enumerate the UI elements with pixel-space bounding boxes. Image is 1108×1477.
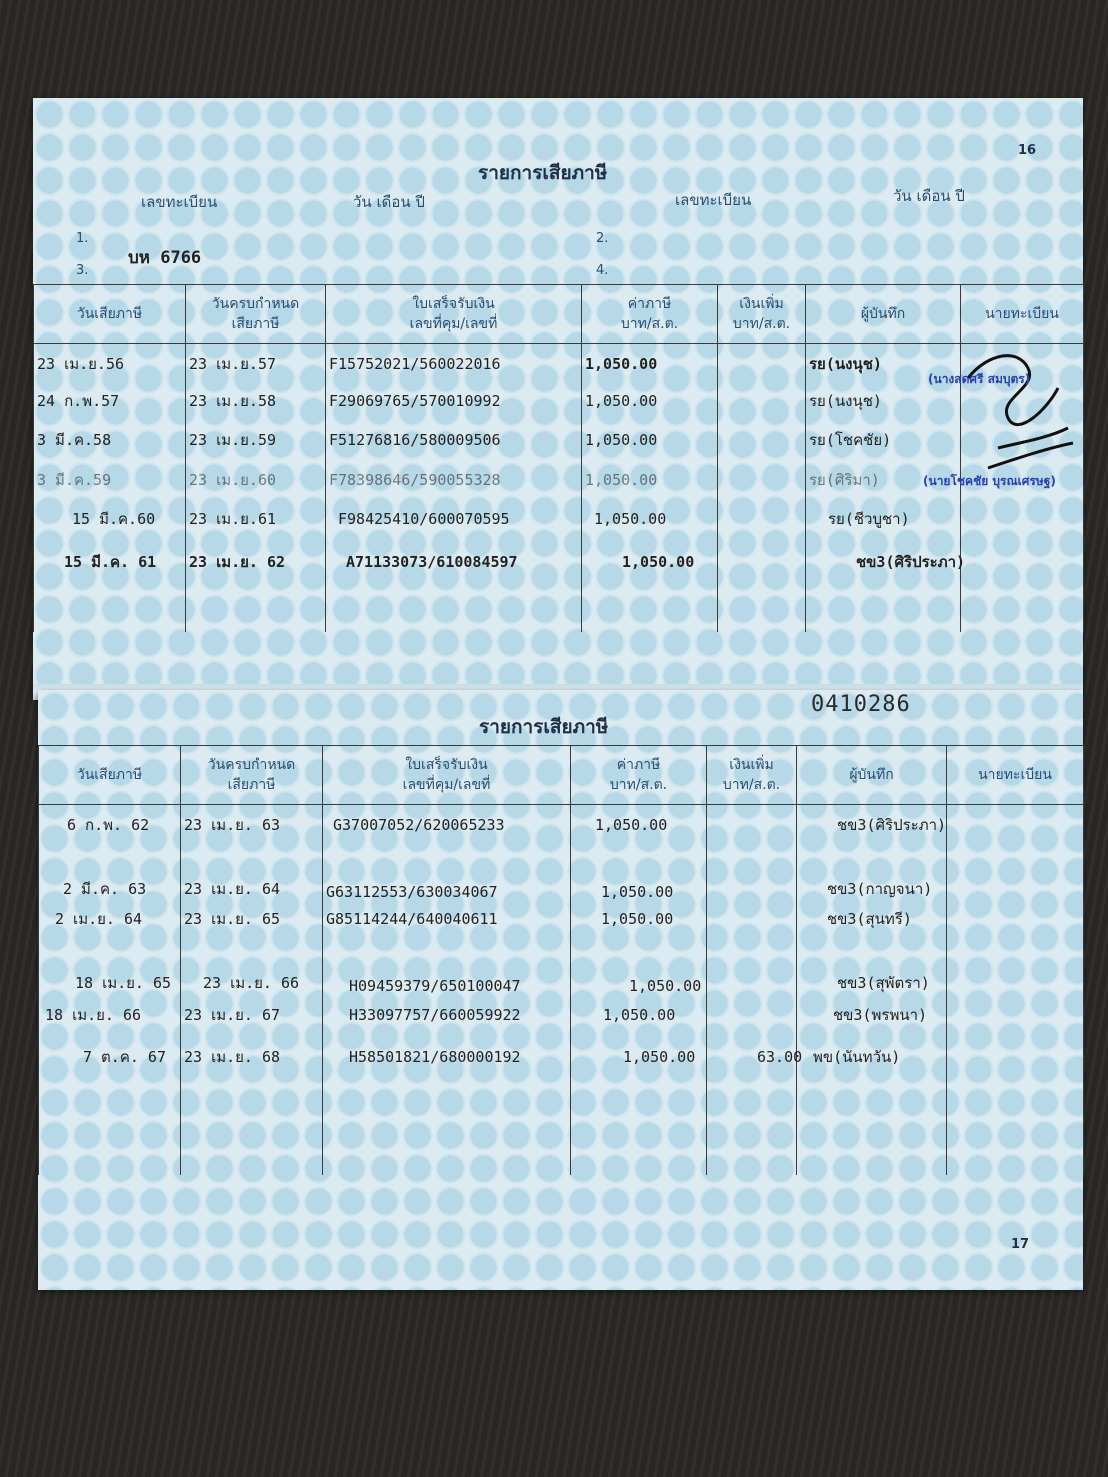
recorder: ชข3(กาญจนา) [797, 845, 947, 901]
due-date: 23 เม.ย. 64 [181, 845, 323, 901]
paid-date: 3 มี.ค.59 [34, 462, 186, 498]
table-header-row [39, 746, 1084, 805]
due-date: 23 เม.ย. 66 [181, 937, 323, 995]
paid-date: 15 มี.ค. 61 [34, 540, 186, 584]
table-row [39, 805, 1084, 845]
recorder: รย(นงนุช) [806, 384, 961, 418]
page-number: 17 [1011, 1237, 1030, 1252]
receipt-no: A71133073/610084597 [326, 540, 582, 584]
receipt-no: H09459379/650100047 [323, 937, 571, 995]
tax-table-bottom [38, 745, 1084, 1175]
recorder: รย(โชคชัย) [806, 418, 961, 462]
extra-amount [718, 462, 806, 498]
receipt-no: G37007052/620065233 [323, 805, 571, 845]
registrar-cell [947, 845, 1084, 901]
receipt-no: F78398646/590055328 [326, 462, 582, 498]
table-row-empty [39, 1127, 1084, 1151]
table-row [39, 901, 1084, 937]
table-row-empty [39, 1151, 1084, 1175]
col-due-date: วันครบกำหนด เสียภาษี [186, 285, 326, 344]
reg-no-label-1: เลขทะเบียน [141, 193, 218, 211]
page-title: รายการเสียภาษี [479, 716, 609, 738]
tax-amount: 1,050.00 [571, 995, 707, 1035]
paid-date: 18 เม.ย. 66 [39, 995, 181, 1035]
recorder: รย(นงนุช) [806, 344, 961, 384]
paid-date: 18 เม.ย. 65 [39, 937, 181, 995]
tax-amount: 1,050.00 [571, 901, 707, 937]
page-number: 16 [1018, 143, 1037, 158]
recorder: ชข3(พรพนา) [797, 995, 947, 1035]
recorder: ชข3(ศิริประภา) [797, 805, 947, 845]
table-row [34, 384, 1084, 418]
paid-date: 23 เม.ย.56 [34, 344, 186, 384]
table-header-row [34, 285, 1084, 344]
tax-amount: 1,050.00 [582, 344, 718, 384]
receipt-no: H58501821/680000192 [323, 1035, 571, 1079]
tax-amount: 1,050.00 [582, 418, 718, 462]
due-date: 23 เม.ย.59 [186, 418, 326, 462]
registrar-stamp-1: (นางสดศรี สมบุตร) [928, 372, 1031, 386]
col-receipt: ใบเสร็จรับเงิน เลขที่คุม/เลขที่ [323, 746, 571, 805]
table-row [34, 540, 1084, 584]
due-date: 23 เม.ย. 65 [181, 901, 323, 937]
paid-date: 7 ต.ค. 67 [39, 1035, 181, 1079]
page-title: รายการเสียภาษี [478, 162, 608, 184]
reg-row-3: 3. [76, 263, 89, 278]
tax-amount: 1,050.00 [582, 540, 718, 584]
table-row [39, 937, 1084, 995]
receipt-no: G63112553/630034067 [323, 845, 571, 901]
due-date: 23 เม.ย. 67 [181, 995, 323, 1035]
col-due-date: วันครบกำหนด เสียภาษี [181, 746, 323, 805]
extra-amount: 63.00 [707, 1035, 797, 1079]
recorder: ชข3(ศิริประภา) [806, 540, 961, 584]
registrar-cell [947, 995, 1084, 1035]
extra-amount [718, 384, 806, 418]
registrar-cell [947, 901, 1084, 937]
registrar-signature-icon [958, 348, 1078, 478]
paid-date: 2 เม.ย. 64 [39, 901, 181, 937]
serial-number: 0410286 [811, 692, 911, 717]
registrar-cell [961, 540, 1084, 584]
table-row-empty [34, 608, 1084, 632]
paid-date: 2 มี.ค. 63 [39, 845, 181, 901]
extra-amount [707, 805, 797, 845]
due-date: 23 เม.ย. 68 [181, 1035, 323, 1079]
registrar-cell [961, 498, 1084, 540]
due-date: 23 เม.ย. 62 [186, 540, 326, 584]
extra-amount [718, 344, 806, 384]
recorder: รย(ชีวบูชา) [806, 498, 961, 540]
registrar-cell [947, 1035, 1084, 1079]
registrar-cell [947, 805, 1084, 845]
reg-row-1: 1. [76, 231, 89, 246]
col-tax: ค่าภาษี บาท/ส.ต. [582, 285, 718, 344]
extra-amount [707, 937, 797, 995]
extra-amount [718, 540, 806, 584]
col-receipt: ใบเสร็จรับเงิน เลขที่คุม/เลขที่ [326, 285, 582, 344]
paid-date: 3 มี.ค.58 [34, 418, 186, 462]
table-row [39, 1035, 1084, 1079]
receipt-no: H33097757/660059922 [323, 995, 571, 1035]
registrar-cell [947, 937, 1084, 995]
reg-no-label-2: เลขทะเบียน [675, 191, 752, 209]
col-recorder: ผู้บันทึก [797, 746, 947, 805]
table-row-empty [39, 1103, 1084, 1127]
tax-amount: 1,050.00 [571, 805, 707, 845]
due-date: 23 เม.ย.61 [186, 498, 326, 540]
col-extra: เงินเพิ่ม บาท/ส.ต. [718, 285, 806, 344]
col-registrar: นายทะเบียน [947, 746, 1084, 805]
col-paid-date: วันเสียภาษี [39, 746, 181, 805]
tax-record-page-16 [33, 98, 1083, 698]
col-paid-date: วันเสียภาษี [34, 285, 186, 344]
receipt-no: F98425410/600070595 [326, 498, 582, 540]
receipt-no: F15752021/560022016 [326, 344, 582, 384]
table-row [34, 418, 1084, 462]
paid-date: 15 มี.ค.60 [34, 498, 186, 540]
col-recorder: ผู้บันทึก [806, 285, 961, 344]
tax-amount: 1,050.00 [582, 498, 718, 540]
recorder: รย(ศิริมา) [806, 462, 961, 498]
extra-amount [718, 498, 806, 540]
due-date: 23 เม.ย.60 [186, 462, 326, 498]
extra-amount [707, 845, 797, 901]
paid-date: 24 ก.พ.57 [34, 384, 186, 418]
receipt-no: F29069765/570010992 [326, 384, 582, 418]
recorder: พข(นันทวัน) [797, 1035, 947, 1079]
license-plate: บห 6766 [128, 248, 202, 268]
receipt-no: G85114244/640040611 [323, 901, 571, 937]
tax-amount: 1,050.00 [582, 384, 718, 418]
tax-amount: 1,050.00 [571, 1035, 707, 1079]
tax-amount: 1,050.00 [582, 462, 718, 498]
reg-row-4: 4. [596, 263, 609, 278]
reg-row-2: 2. [596, 231, 609, 246]
due-date: 23 เม.ย.58 [186, 384, 326, 418]
table-row-empty [39, 1079, 1084, 1103]
tax-table-top [33, 284, 1084, 632]
extra-amount [718, 418, 806, 462]
recorder: ชข3(สุนทรี) [797, 901, 947, 937]
col-registrar: นายทะเบียน [961, 285, 1084, 344]
due-date: 23 เม.ย.57 [186, 344, 326, 384]
col-extra: เงินเพิ่ม บาท/ส.ต. [707, 746, 797, 805]
due-date: 23 เม.ย. 63 [181, 805, 323, 845]
tax-amount: 1,050.00 [571, 937, 707, 995]
table-row-empty [34, 584, 1084, 608]
tax-amount: 1,050.00 [571, 845, 707, 901]
date-label-2: วัน เดือน ปี [893, 187, 965, 205]
table-row [34, 344, 1084, 384]
registrar-stamp-2: (นายโชคชัย บุรณเศรษฐ) [923, 474, 1056, 488]
receipt-no: F51276816/580009506 [326, 418, 582, 462]
recorder: ชข3(สุพัตรา) [797, 937, 947, 995]
date-label-1: วัน เดือน ปี [353, 193, 425, 211]
paid-date: 6 ก.พ. 62 [39, 805, 181, 845]
table-row [39, 845, 1084, 901]
tax-record-page-17 [38, 690, 1083, 1290]
extra-amount [707, 901, 797, 937]
extra-amount [707, 995, 797, 1035]
table-row [34, 498, 1084, 540]
table-row [39, 995, 1084, 1035]
col-tax: ค่าภาษี บาท/ส.ต. [571, 746, 707, 805]
